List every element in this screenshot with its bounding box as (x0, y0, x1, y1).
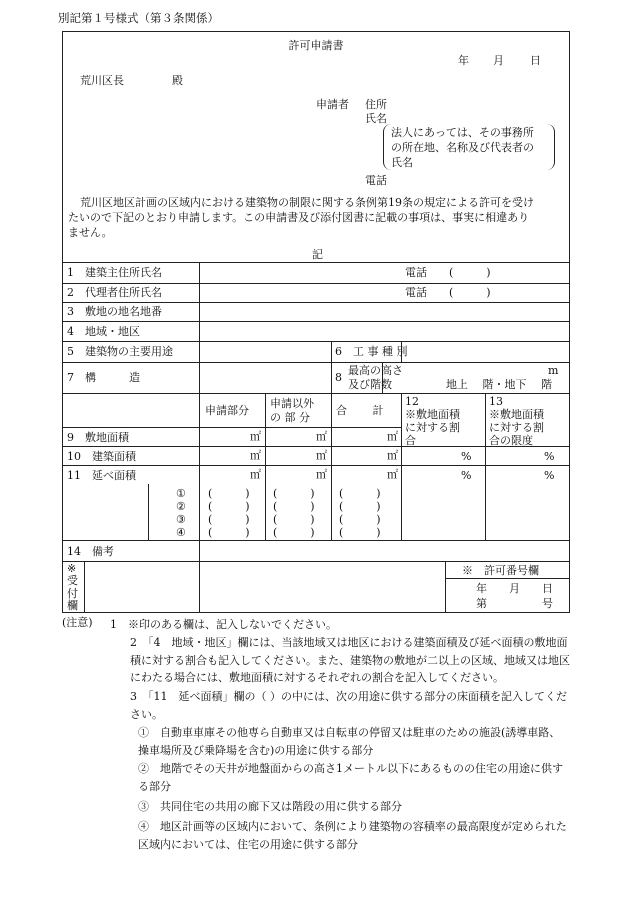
note-item: 3 「11 延べ面積」欄の（ ）の中には、次の用途に供する部分の床面積を記入してください。 (130, 690, 567, 721)
addressee-honorific: 殿 (172, 74, 183, 87)
row-owner-phone-label: 電話 (405, 266, 427, 279)
row-agent: 2 代理者住所氏名 (67, 286, 162, 299)
addressee-name: 荒川区長 (80, 74, 124, 87)
reception-label: 受 (67, 574, 78, 587)
date-day[interactable]: 日 (530, 54, 541, 67)
unit-m2: ㎡ (250, 468, 261, 481)
date-month[interactable]: 月 (493, 54, 504, 67)
row-site-area: 9 敷地面積 (67, 431, 129, 444)
reception-label: 付 (67, 587, 78, 600)
unit-m2: ㎡ (250, 449, 261, 462)
col-13: に対する割 (489, 421, 544, 434)
col-12: 12 (405, 395, 419, 408)
percent: % (544, 450, 555, 463)
col-12: に対する割 (405, 421, 460, 434)
sub-paren[interactable]: ( ) (339, 513, 381, 526)
form-title: 許可申請書 (288, 39, 344, 52)
note-item: 2 「4 地域・地区」欄には、当該地域又は地区における建築面積及び延べ面積の敷地面積に対する割合も記入してください。また、建築物の敷地が二以上の区域、地域又は地区にわたる場合には、敷地面積に対するそれぞれの割合を記入してください。 (130, 636, 570, 684)
note-item: 1 ※印のある欄は、記入しないでください。 (110, 618, 337, 631)
row-building-area: 10 建築面積 (67, 450, 136, 463)
notes-label: (注意) (62, 616, 93, 629)
row-zone: 4 地域・地区 (67, 325, 140, 338)
application-form (62, 31, 570, 613)
percent: % (461, 469, 472, 482)
col-13: 合の限度 (489, 434, 533, 447)
row-main-use: 5 建築物の主要用途 (67, 345, 173, 358)
row-height-num: 8 (335, 371, 342, 384)
sub-paren[interactable]: ( ) (208, 513, 250, 526)
sub-paren[interactable]: ( ) (208, 526, 250, 539)
applicant-name-label[interactable]: 氏名 (365, 112, 387, 125)
row-agent-phone-label: 電話 (405, 286, 427, 299)
col-other: の 部 分 (270, 411, 310, 424)
sub-paren[interactable]: ( ) (273, 500, 315, 513)
col-13: ※敷地面積 (489, 408, 544, 421)
col-applied: 申請部分 (205, 404, 249, 417)
permit-date: 年 月 日 (476, 582, 553, 595)
col-total: 合 計 (336, 404, 384, 417)
subnote-item: ② 地階でその天井が地盤面からの高さ1メートル以下にあるものの住宅の用途に供する部分 (138, 762, 563, 793)
corp-note-line: 法人にあっては、その事務所 (391, 126, 534, 139)
subnote-item: ④ 地区計画等の区域内において、条例により建築物の容積率の最高限度が定められた区域内においては、住宅の用途に供する部分 (138, 820, 567, 851)
row-owner-phone-paren[interactable]: ( ) (449, 266, 491, 279)
sub-paren[interactable]: ( ) (273, 513, 315, 526)
unit-m2: ㎡ (387, 449, 398, 462)
row-remarks: 14 備考 (67, 545, 114, 558)
col-12: ※敷地面積 (405, 408, 460, 421)
body-text-line: 荒川区地区計画の区域内における建築物の制限に関する条例第19条の規定による許可を受け (80, 196, 534, 209)
applicant-phone-label[interactable]: 電話 (365, 174, 387, 187)
subnote-item: ③ 共同住宅の共用の廊下又は階段の用に供する部分 (138, 800, 402, 813)
row-height-unit: m (548, 364, 559, 377)
row-floors[interactable]: 地上 階・地下 階 (446, 378, 552, 391)
row-site-address: 3 敷地の地名地番 (67, 305, 162, 318)
ki-label: 記 (312, 248, 323, 261)
date-year[interactable]: 年 (458, 54, 469, 67)
sub-paren[interactable]: ( ) (273, 526, 315, 539)
row-owner: 1 建築主住所氏名 (67, 266, 162, 279)
col-other: 申請以外 (270, 397, 314, 410)
reception-label: ※ (67, 562, 77, 575)
sub-marker: ③ (176, 513, 186, 526)
percent: % (544, 469, 555, 482)
unit-m2: ㎡ (316, 468, 327, 481)
unit-m2: ㎡ (316, 449, 327, 462)
sub-paren[interactable]: ( ) (339, 487, 381, 500)
row-work-type: 6 工 事 種 別 (335, 345, 408, 358)
sub-paren[interactable]: ( ) (208, 487, 250, 500)
percent: % (461, 450, 472, 463)
col-12: 合 (405, 434, 416, 447)
row-structure: 7 構 造 (67, 371, 140, 384)
unit-m2: ㎡ (316, 430, 327, 443)
reception-label: 欄 (67, 599, 78, 612)
applicant-label: 申請者 (316, 98, 349, 111)
permit-number: 第 号 (476, 597, 553, 610)
corp-note-line: 氏名 (391, 156, 413, 169)
unit-m2: ㎡ (387, 430, 398, 443)
corp-note-line: の所在地、名称及び代表者の (391, 141, 534, 154)
row-agent-phone-paren[interactable]: ( ) (449, 286, 491, 299)
col-13: 13 (489, 395, 503, 408)
unit-m2: ㎡ (387, 468, 398, 481)
row-floor-area: 11 延べ面積 (67, 469, 136, 482)
sub-paren[interactable]: ( ) (339, 526, 381, 539)
sub-marker: ④ (176, 526, 186, 539)
permit-title: ※ 許可番号欄 (462, 564, 539, 577)
sub-marker: ① (176, 487, 186, 500)
sub-paren[interactable]: ( ) (208, 500, 250, 513)
applicant-address-label[interactable]: 住所 (365, 98, 387, 111)
sub-paren[interactable]: ( ) (339, 500, 381, 513)
subnote-item: ① 自動車車庫その他専ら自動車又は自転車の停留又は駐車のための施設(誘導車路、操車場所及び乗降場を含む)の用途に供する部分 (138, 726, 561, 757)
row-height-label: 及び階数 (348, 378, 392, 391)
body-text-line: ません。 (68, 226, 113, 239)
sub-paren[interactable]: ( ) (273, 487, 315, 500)
sub-marker: ② (176, 500, 186, 513)
unit-m2: ㎡ (250, 430, 261, 443)
row-height-label: 最高の高さ (348, 364, 403, 377)
body-text-line: たいので下記のとおり申請します。この申請書及び添付図書に記載の事項は、事実に相違あり (68, 211, 530, 224)
form-label: 別記第１号様式（第３条関係） (58, 11, 219, 25)
